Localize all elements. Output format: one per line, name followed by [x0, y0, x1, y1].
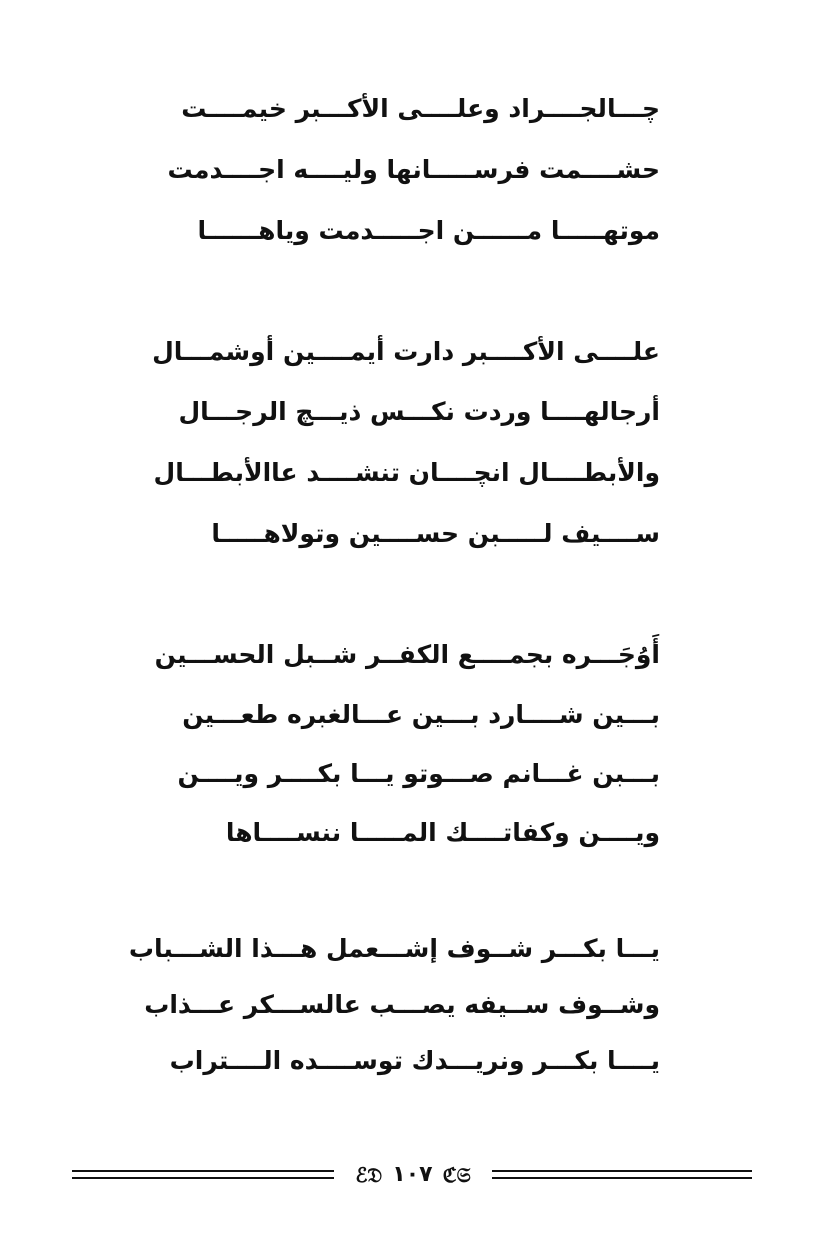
- poem-line: والأبطــــال انچــــان تنشــــد عاالأبطـــال: [153, 458, 660, 487]
- ornament-right-icon: ℭ𝔖: [442, 1163, 471, 1187]
- poem-line: حشــــمت فرســـــانها وليــــه اجــــدمت: [167, 155, 660, 184]
- poem-line: أرجالهــــا وردت نكـــس ذيـــچ الرجـــال: [178, 397, 660, 426]
- footer-rule-left: [72, 1170, 334, 1179]
- poem-line: علــــى الأكــــبر دارت أيمــــين أوشمـــال: [152, 337, 660, 366]
- poem-line: موتهـــــا مــــــن اجـــــدمت وياهــــــا: [197, 216, 660, 245]
- poem-line: وشــوف ســيفه يصـــب عالســـكر عـــذاب: [144, 990, 660, 1019]
- poem-line: بـــين شــــارد بـــين عـــالغبره طعـــين: [182, 700, 660, 729]
- poem-line: يـــا بكـــر شــوف إشـــعمل هـــذا الشـــباب: [128, 934, 660, 963]
- poem-line: ســــيف لـــــبن حســــين وتولاهـــــا: [211, 519, 660, 548]
- poem-line: أَوُجَـــره بجمــــع الكفــر شــبل الحســـين: [154, 640, 660, 669]
- poem-line: چـــالجــــراد وعلــــى الأكـــبر خيمــــت: [181, 94, 660, 123]
- poem-line: بـــبن غـــانم صـــوتو يـــا بكــــر ويــــن: [177, 759, 660, 788]
- page-footer: [72, 1162, 752, 1188]
- ornament-left-icon: ℰ𝔇: [355, 1163, 383, 1187]
- poem-line: يــــا بكـــر ونريـــدك توســــده الــــتراب: [169, 1046, 660, 1075]
- poem-line: ويــــن وكفاتــــك المـــــا ننســــاها: [225, 818, 660, 847]
- footer-rule-right: [492, 1170, 752, 1179]
- page-number-group: [334, 1162, 492, 1188]
- page-number: ١٠٧: [392, 1162, 433, 1187]
